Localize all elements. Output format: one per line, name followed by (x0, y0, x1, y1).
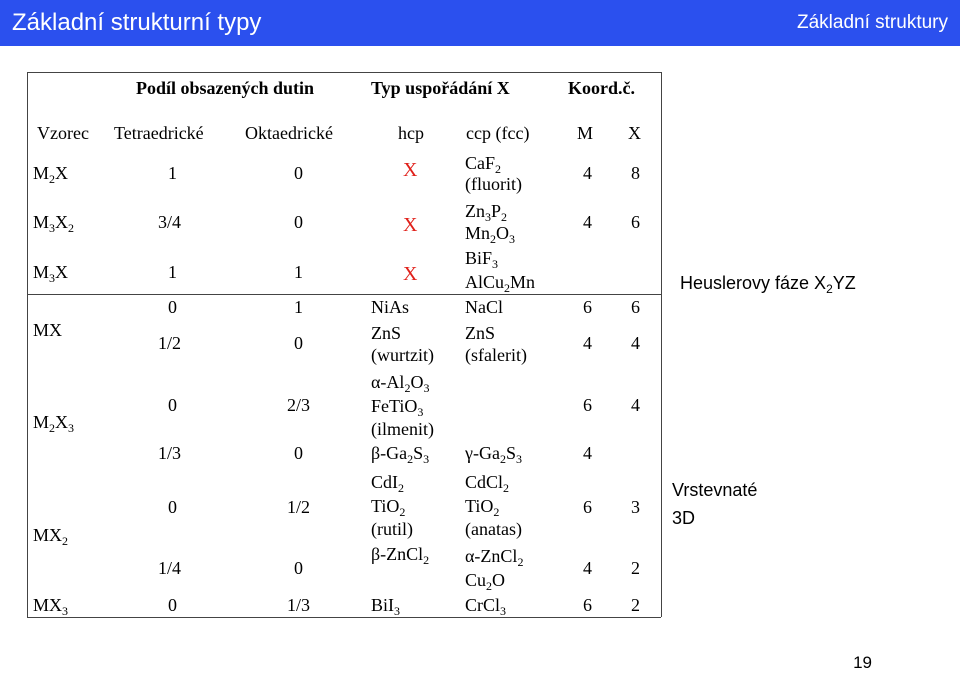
row-mx3-x: 2 (631, 595, 640, 615)
row-m2x3a-hcp2: FeTiO$_3$ (371, 396, 424, 419)
row-mx2a-m: 6 (583, 497, 592, 517)
col-x: X (628, 123, 641, 143)
row-mx2-formula: $MX_2$ (33, 525, 69, 548)
row-mx-formula: MX (33, 320, 63, 340)
row-mx2b-ccp2: $Cu_2O$ (465, 570, 506, 593)
table-border-bottom (27, 617, 661, 618)
row-m3x2-x: 6 (631, 212, 640, 232)
table-border-left (27, 72, 28, 617)
row-m3x2-hcp: X (403, 214, 418, 236)
col-okta: Oktaedrické (245, 123, 333, 143)
table-border-top (27, 72, 661, 73)
row-mx2b-hcp: β-ZnCl$_2$ (371, 544, 430, 567)
row-m3x2-tetra: 3/4 (158, 212, 182, 232)
row-m2x3-formula: $M_2X_3$ (33, 412, 75, 435)
col-m: M (577, 123, 594, 143)
note-3d: 3D (672, 508, 696, 528)
row-m2x3b-ccp: $\gamma-Ga_2S_3$ (465, 443, 522, 466)
row-mx2a-x: 3 (631, 497, 640, 517)
row-mx1-hcp: NiAs (371, 297, 410, 317)
col-tetra: Tetraedrické (114, 123, 204, 143)
row-mx2a-ccp3: (anatas) (465, 519, 522, 539)
row-m2x3a-x: 4 (631, 395, 640, 415)
row-mx2b-ccp1: α-ZnCl$_2$ (465, 546, 524, 569)
section-label: Základní struktury (797, 12, 948, 33)
table-border-right (661, 72, 662, 617)
row-mx2a-ccp2: TiO$_2$ (465, 496, 500, 519)
row-mx2-hcp1: ZnS (371, 323, 402, 343)
row-mx3-hcp: BiI$_3$ (371, 595, 401, 618)
row-m2x-formula: $M_2X$ (33, 163, 69, 186)
row-mx2-ccp2: (sfalerit) (465, 345, 527, 365)
row-m3x-okta: 1 (294, 262, 303, 282)
note-heusler: Heuslerovy fáze $X_2YZ$ (680, 273, 856, 296)
header-koord: Koord.č. (568, 78, 635, 98)
row-m2x-ccp1: CaF$_2$ (465, 153, 502, 176)
row-m3x2-m: 4 (583, 212, 592, 232)
row-m2x-okta: 0 (294, 163, 303, 183)
row-mx1-ccp: NaCl (465, 297, 503, 317)
row-m2x3a-okta: 2/3 (287, 395, 311, 415)
row-mx2a-ccp1: CdCl$_2$ (465, 472, 510, 495)
row-mx3-tetra: 0 (168, 595, 177, 615)
row-mx1-x: 6 (631, 297, 640, 317)
col-ccp: ccp (fcc) (466, 123, 530, 143)
row-mx2-x: 4 (631, 333, 640, 353)
row-mx2-tetra: 1/2 (158, 333, 182, 353)
row-m2x3b-m: 4 (583, 443, 592, 463)
row-mx2b-x: 2 (631, 558, 640, 578)
row-mx2a-tetra: 0 (168, 497, 177, 517)
row-m2x3b-tetra: 1/3 (158, 443, 182, 463)
row-m3x-tetra: 1 (168, 262, 177, 282)
row-m2x-ccp2: (fluorit) (465, 174, 522, 194)
col-hcp: hcp (398, 123, 424, 143)
row-mx2a-hcp3: (rutil) (371, 519, 413, 539)
row-m3x2-okta: 0 (294, 212, 303, 232)
header-typ: Typ uspořádání X (371, 78, 510, 98)
row-mx2a-hcp2: TiO$_2$ (371, 496, 406, 519)
row-mx3-okta: 1/3 (287, 595, 311, 615)
row-mx2a-okta: 1/2 (287, 497, 311, 517)
row-m2x3b-okta: 0 (294, 443, 303, 463)
row-mx2b-tetra: 1/4 (158, 558, 182, 578)
row-m2x-hcp: X (403, 159, 418, 181)
page-number: 19 (853, 653, 872, 672)
col-vzorec: Vzorec (37, 123, 89, 143)
row-mx1-tetra: 0 (168, 297, 177, 317)
row-mx3-ccp: CrCl$_3$ (465, 595, 507, 618)
row-mx1-m: 6 (583, 297, 592, 317)
row-m2x3b-hcp: $\beta-Ga_2S_3$ (371, 443, 430, 466)
row-mx2-okta: 0 (294, 333, 303, 353)
table-divider (27, 294, 661, 295)
row-mx1-okta: 1 (294, 297, 303, 317)
row-m2x-m: 4 (583, 163, 592, 183)
row-mx2a-hcp1: CdI$_2$ (371, 472, 404, 495)
row-m2x-x: 8 (631, 163, 640, 183)
slide-title: Základní strukturní typy (12, 9, 262, 36)
row-mx2b-m: 4 (583, 558, 592, 578)
row-m3x2-ccp1: $Zn_3P_2$ (465, 201, 508, 224)
row-m2x-tetra: 1 (168, 163, 177, 183)
row-m3x-formula: $M_3X$ (33, 262, 69, 285)
row-mx2-m: 4 (583, 333, 592, 353)
row-mx2b-okta: 0 (294, 558, 303, 578)
header-dutin: Podíl obsazených dutin (136, 78, 315, 98)
row-mx3-m: 6 (583, 595, 592, 615)
row-mx2-hcp2: (wurtzit) (371, 345, 434, 365)
row-m3x2-formula: $M_3X_2$ (33, 212, 75, 235)
row-m3x2-ccp2: $Mn_2O_3$ (465, 223, 516, 246)
row-m2x3a-hcp3: (ilmenit) (371, 419, 434, 439)
row-mx2-ccp1: ZnS (465, 323, 496, 343)
row-m3x-hcp: X (403, 263, 418, 285)
row-m3x-ccp1: BiF$_3$ (465, 248, 499, 271)
row-m2x3a-tetra: 0 (168, 395, 177, 415)
row-m2x3a-m: 6 (583, 395, 592, 415)
row-m3x-ccp2: AlCu$_2$Mn (465, 272, 536, 295)
title-bar (0, 0, 960, 46)
row-m2x3a-hcp1: $\alpha-Al_2O_3$ (371, 372, 430, 395)
note-vrstevnate: Vrstevnaté (672, 480, 758, 500)
row-mx3-formula: $MX_3$ (33, 595, 69, 618)
